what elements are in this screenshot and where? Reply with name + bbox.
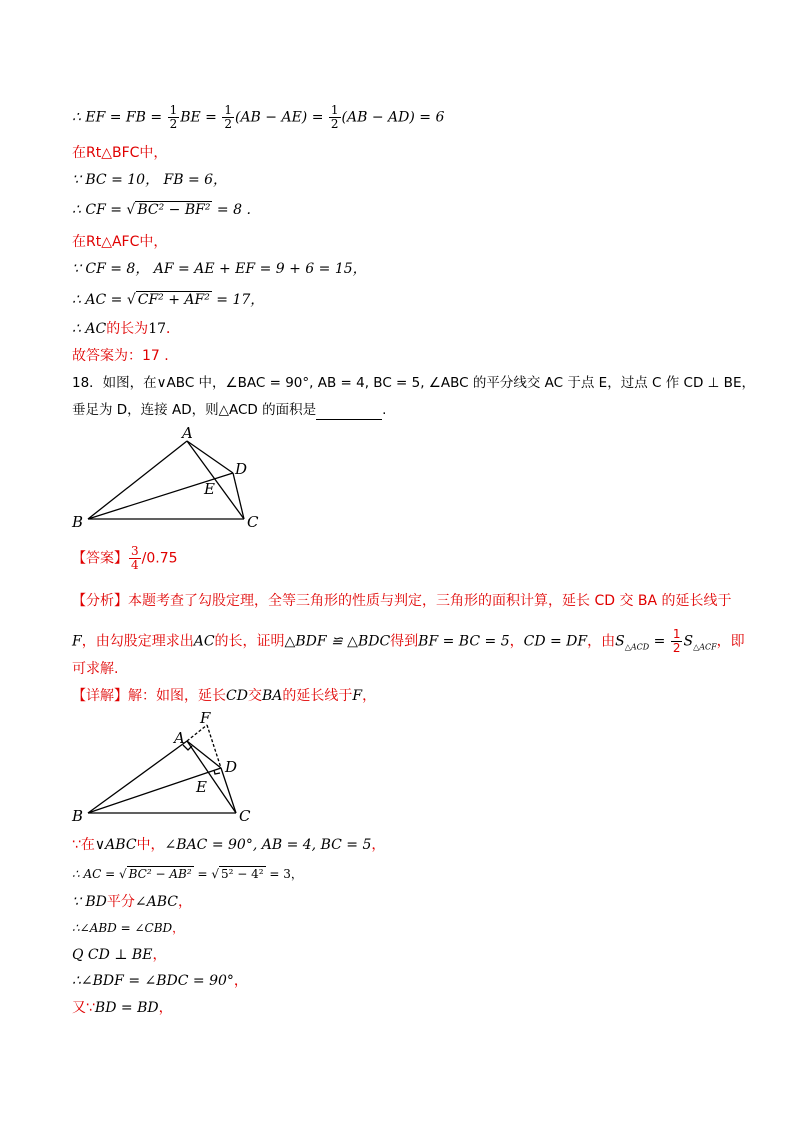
equation-ef: ∴ EF = FB = $\frac{1}{2}$ BE = $\frac{1}{2}$ (AB − AE) = $\frac{1}{2}$ (AB − AD) = 6 [72, 103, 445, 131]
step-cf: ∴ CF = √ BC² − BF² = 8 . [72, 202, 251, 218]
detail-step-7: 又∵BD = BD， [72, 1000, 173, 1016]
label-f: F [200, 710, 211, 727]
detail-step-4: ∴∠ABD = ∠CBD， [72, 921, 185, 935]
answer-blank [316, 405, 382, 420]
label-e: E [196, 778, 207, 796]
label-a: A [174, 729, 185, 747]
label-e: E [204, 480, 215, 498]
triangle-figure-1 [70, 424, 280, 532]
answer-line: 【答案】 $\frac{3}{4}$ /0.75 [72, 544, 178, 572]
detail-line-1: 【详解】解：如图，延长CD交BA的延长线于F， [72, 688, 377, 704]
label-b: B [72, 807, 84, 825]
analysis-line-2: F，由勾股定理求出AC的长，证明△BDF ≌ △BDC得到BF = BC = 5，CD = DF，由$S_{\triangle ACD}$ = $\frac{1}{2}$ $S_{\triangle ACF}$，即 [72, 627, 745, 655]
detail-step-1: ∵在∨ABC中，∠BAC = 90°, AB = 4, BC = 5， [72, 837, 386, 853]
detail-step-2: ∴ AC = √ BC² − AB² = √ 5² − 4² = 3， [72, 867, 303, 881]
detail-step-6: ∴∠BDF = ∠BDC = 90°， [72, 973, 248, 989]
step-ac-length: ∴ AC的长为17． [72, 321, 181, 337]
detail-step-3: ∵ BD平分∠ABC， [72, 894, 192, 910]
analysis-tag: 【分析】 [72, 593, 128, 609]
detail-step-5: Q CD ⊥ BE， [72, 947, 167, 963]
answer-tag: 【答案】 [72, 550, 128, 567]
step-rt-bfc: 在Rt△BFC中， [72, 145, 168, 161]
triangle-figure-2 [70, 710, 280, 825]
step-af: ∵ CF = 8， AF = AE + EF = 9 + 6 = 15， [72, 261, 367, 277]
analysis-line-1: 【分析】本题考查了勾股定理，全等三角形的性质与判定，三角形的面积计算，延长 CD 交 BA 的延长线于 [72, 593, 732, 609]
question-18-line-2: 垂足为 D，连接 AD，则△ACD 的面积是 . [72, 402, 387, 418]
step-bc-fb: ∵ BC = 10， FB = 6， [72, 172, 228, 188]
question-18-line-1: 18．如图，在∨ABC 中，∠BAC = 90°, AB = 4, BC = 5, ∠ABC 的平分线交 AC 于点 E，过点 C 作 CD ⊥ BE， [72, 375, 755, 391]
label-d: D [235, 460, 248, 478]
detail-tag: 【详解】 [72, 688, 128, 704]
step-rt-afc: 在Rt△AFC中， [72, 234, 168, 250]
label-d: D [225, 758, 238, 776]
label-c: C [247, 513, 259, 531]
label-c: C [239, 807, 251, 825]
step-ac: ∴ AC = √ CF² + AF² = 17， [72, 292, 265, 308]
label-b: B [72, 513, 84, 531]
prev-final-answer: 故答案为：17 . [72, 348, 169, 364]
analysis-line-3: 可求解. [72, 661, 119, 677]
label-a: A [182, 424, 193, 442]
